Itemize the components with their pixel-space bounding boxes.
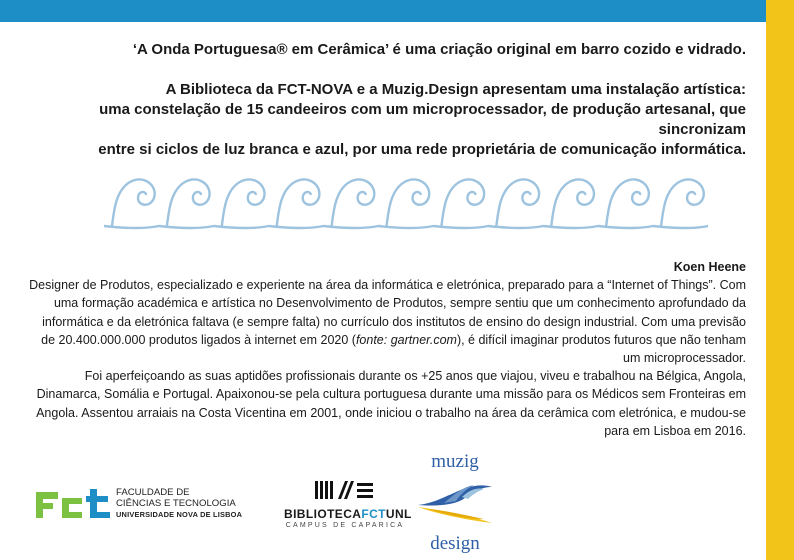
author-name: Koen Heene [673, 260, 746, 274]
wave-pattern [104, 170, 708, 232]
biblioteca-subtitle: CAMPUS DE CAPARICA [285, 522, 405, 529]
wave-curl [332, 179, 375, 226]
bio-paragraph-2: Foi aperfeiçoando as suas aptidões profissionais durante os +25 anos que viajou, viveu e trabalhou na Bélgica, Angola, Dinamarca, Somália e Portugal. Apaixonou-se pela cultura portuguesa durante uma missão para os Médicos sem Fronteiras em Angola. Assentou arraiais na Costa Vicentina em 2001, onde iniciou o trabalho na área da cerâmica com eletrónica, e mudou-se para em Lisboa em 2016. [36, 369, 746, 438]
wave-curl [222, 179, 265, 226]
biblioteca-mark-icon [315, 481, 375, 501]
fct-line-2: CIÊNCIAS E TECNOLOGIA [116, 498, 236, 509]
intro-line: entre si ciclos de luz branca e azul, por uma rede proprietária de comunicação informática. [98, 141, 746, 158]
bio-p1-text: Designer de Produtos, especializado e experiente na área da informática e eletrónica, preparado para a “Internet of Things”. Com uma formação académica e artística no Desenvolvimento de Produtos, sempre sentiu que um conhecimento aprofundado da informática e da eletrónica faltava (e sempre falta) no currículo dos institutos de ensino do design industrial. Com uma previsão de 20.400.000.000 produtos ligados à internet em 2020 ( [29, 278, 746, 347]
muzig-logo [414, 452, 496, 556]
bio-p1-text-end: ), é difícil imaginar produtos futuros que não tenham um microprocessador. [456, 332, 746, 366]
wave-curl [387, 179, 430, 226]
intro-line: uma constelação de 15 candeeiros com um microprocessador, de produção artesanal, que sincronizam [99, 101, 746, 138]
bio-section [26, 258, 746, 440]
muzig-wordmark-top: muzig [431, 451, 479, 472]
top-accent-bar [0, 0, 766, 22]
side-accent-bar [766, 0, 794, 560]
wave-curl [277, 179, 320, 226]
wave-baseline [104, 226, 708, 228]
wave-curl [551, 179, 594, 226]
biblioteca-name-a: BIBLIOTECA [284, 507, 362, 521]
wave-curl [606, 179, 649, 226]
wave-curl [496, 179, 539, 226]
intro-lead: ‘A Onda Portuguesa® em Cerâmica’ é uma criação original em barro cozido e vidrado. [132, 41, 746, 58]
wave-curl [112, 179, 155, 226]
biblioteca-name [284, 507, 412, 521]
muzig-wordmark-bottom: design [430, 533, 480, 554]
intro-text [46, 40, 746, 160]
fct-mark-icon [36, 488, 112, 520]
wave-curl [661, 179, 704, 226]
wave-curl [167, 179, 210, 226]
biblioteca-name-b: FCT [361, 507, 386, 521]
intro-line: A Biblioteca da FCT-NOVA e a Muzig.Design apresentam uma instalação artística: [165, 81, 746, 98]
bio-source: fonte: gartner.com [355, 332, 457, 347]
bio-paragraph-1 [26, 276, 746, 367]
fct-logo [36, 486, 246, 522]
biblioteca-name-c: UNL [385, 507, 412, 521]
fct-line-3: UNIVERSIDADE NOVA DE LISBOA [116, 510, 243, 519]
biblioteca-logo [284, 481, 412, 533]
wave-curl [441, 179, 484, 226]
fct-line-1: FACULDADE DE [116, 487, 190, 498]
muzig-wave-icon [414, 473, 496, 533]
